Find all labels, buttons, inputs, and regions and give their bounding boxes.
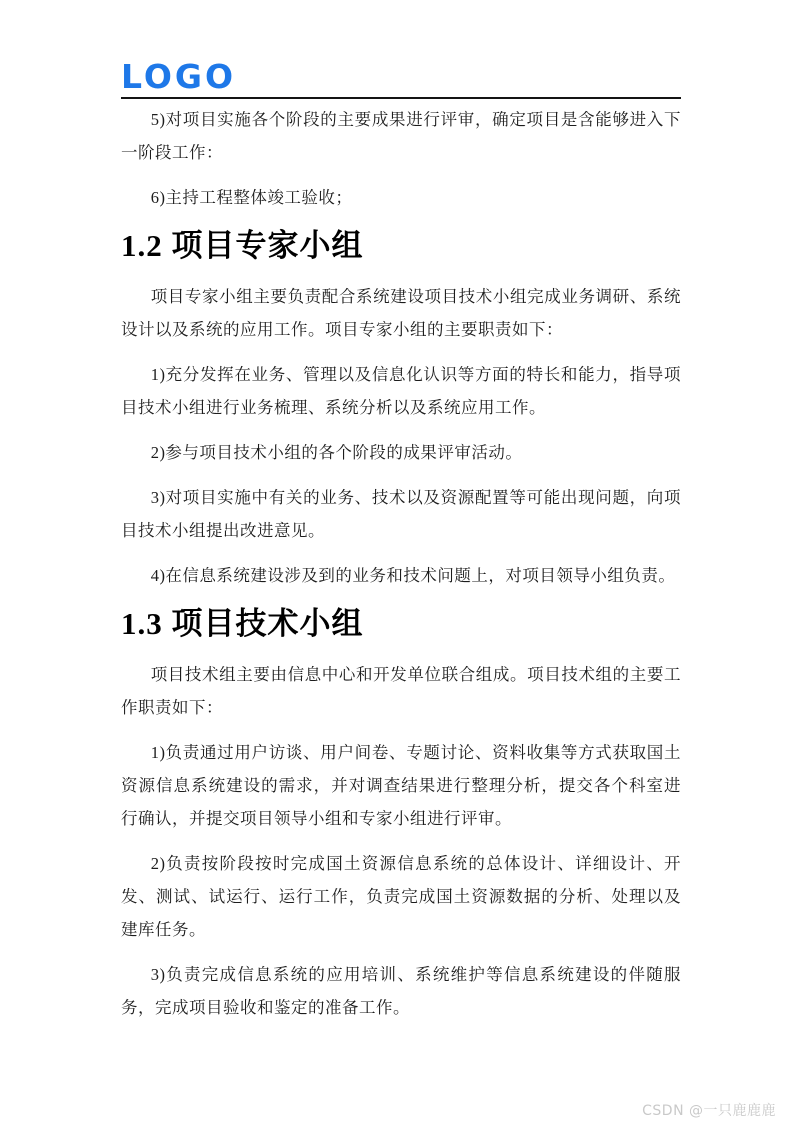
paragraph-duty-2: 2)参与项目技术小组的各个阶段的成果评审活动。 (150, 443, 523, 462)
document-body (121, 103, 681, 1024)
paragraph-item-5: 5)对项目实施各个阶段的主要成果进行评审，确定项目是含能够进入下一阶段工作： (121, 110, 681, 162)
paragraph-task-2: 2)负责按阶段按时完成国土资源信息系统的总体设计、详细设计、开发、测试、试运行、运行工作，负责完成国土资源数据的分析、处理以及建库任务。 (121, 854, 681, 939)
csdn-watermark: CSDN @一只鹿鹿鹿 (642, 1103, 776, 1119)
paragraph-task-3: 3)负责完成信息系统的应用培训、系统维护等信息系统建设的伴随服务，完成项目验收和鉴定的准备工作。 (121, 965, 681, 1017)
section-heading-1-3: 1.3 项目技术小组 (121, 606, 364, 641)
header-divider (121, 97, 681, 99)
paragraph-intro-1-3: 项目技术组主要由信息中心和开发单位联合组成。项目技术组的主要工作职责如下： (121, 665, 681, 717)
paragraph-intro-1-2: 项目专家小组主要负责配合系统建设项目技术小组完成业务调研、系统设计以及系统的应用工作。项目专家小组的主要职责如下： (121, 287, 681, 339)
company-logo: LOGO (121, 57, 237, 96)
paragraph-task-1: 1)负责通过用户访谈、用户间卷、专题讨论、资料收集等方式获取国土资源信息系统建设的需求，并对调查结果进行整理分析，提交各个科室进行确认，并提交项目领导小组和专家小组进行评审。 (121, 743, 681, 828)
paragraph-duty-4: 4)在信息系统建设涉及到的业务和技术问题上，对项目领导小组负责。 (150, 566, 676, 585)
paragraph-item-6: 6)主持工程整体竣工验收； (150, 188, 353, 207)
section-heading-1-2: 1.2 项目专家小组 (121, 228, 364, 263)
paragraph-duty-1: 1)充分发挥在业务、管理以及信息化认识等方面的特长和能力，指导项目技术小组进行业务梳理、系统分析以及系统应用工作。 (121, 365, 681, 417)
paragraph-duty-3: 3)对项目实施中有关的业务、技术以及资源配置等可能出现问题，向项目技术小组提出改进意见。 (121, 488, 681, 540)
